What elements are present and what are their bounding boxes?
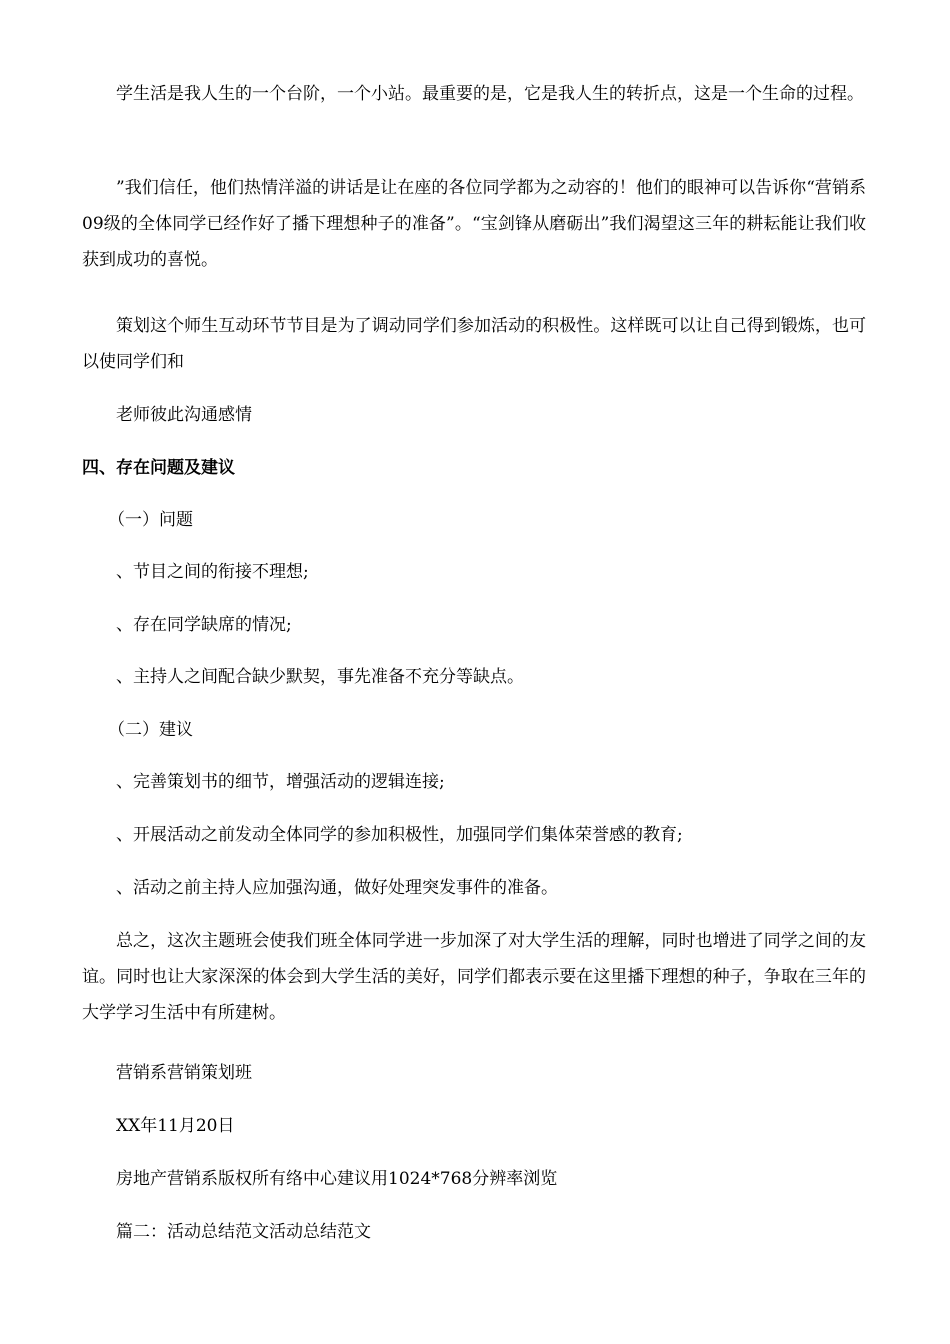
paragraph-2: ”我们信任，他们热情洋溢的讲话是让在座的各位同学都为之动容的！他们的眼神可以告诉你“营销系09级的全体同学已经作好了播下理想种子的准备”。“宝剑锋从磨砺出”我们渴望这三年的耕耘能让我们收获到成功的喜悦。 <box>82 178 866 270</box>
suggestion-item: 、活动之前主持人应加强沟通，做好处理突发事件的准备。 <box>116 878 558 898</box>
signature-date: XX年11月20日 <box>116 1116 235 1136</box>
signature-org: 营销系营销策划班 <box>116 1063 252 1083</box>
footer-note: 房地产营销系版权所有络中心建议用1024*768分辨率浏览 <box>116 1169 558 1189</box>
suggestion-item: 、开展活动之前发动全体同学的参加积极性，加强同学们集体荣誉感的教育; <box>116 825 683 845</box>
paragraph-1: 学生活是我人生的一个台阶，一个小站。最重要的是，它是我人生的转折点，这是一个生命的过程。 <box>116 84 864 104</box>
problem-item: 、存在同学缺席的情况; <box>116 615 292 635</box>
suggestion-item: 、完善策划书的细节，增强活动的逻辑连接; <box>116 772 445 792</box>
problem-item: 、主持人之间配合缺少默契，事先准备不充分等缺点。 <box>116 667 524 687</box>
paragraph-3: 策划这个师生互动环节节目是为了调动同学们参加活动的积极性。这样既可以让自己得到锻炼，也可以使同学们和 <box>82 316 866 372</box>
conclusion-paragraph: 总之，这次主题班会使我们班全体同学进一步加深了对大学生活的理解，同时也增进了同学之间的友谊。同时也让大家深深的体会到大学生活的美好，同学们都表示要在这里播下理想的种子，争取在三年的大学学习生活中有所建树。 <box>82 931 866 1023</box>
section-heading: 四、存在问题及建议 <box>82 458 235 478</box>
next-section-title: 篇二：活动总结范文活动总结范文 <box>116 1222 371 1242</box>
problems-title: （一）问题 <box>108 510 193 530</box>
suggestions-title: （二）建议 <box>108 720 193 740</box>
paragraph-4: 老师彼此沟通感情 <box>116 405 252 425</box>
problem-item: 、节目之间的衔接不理想; <box>116 562 309 582</box>
